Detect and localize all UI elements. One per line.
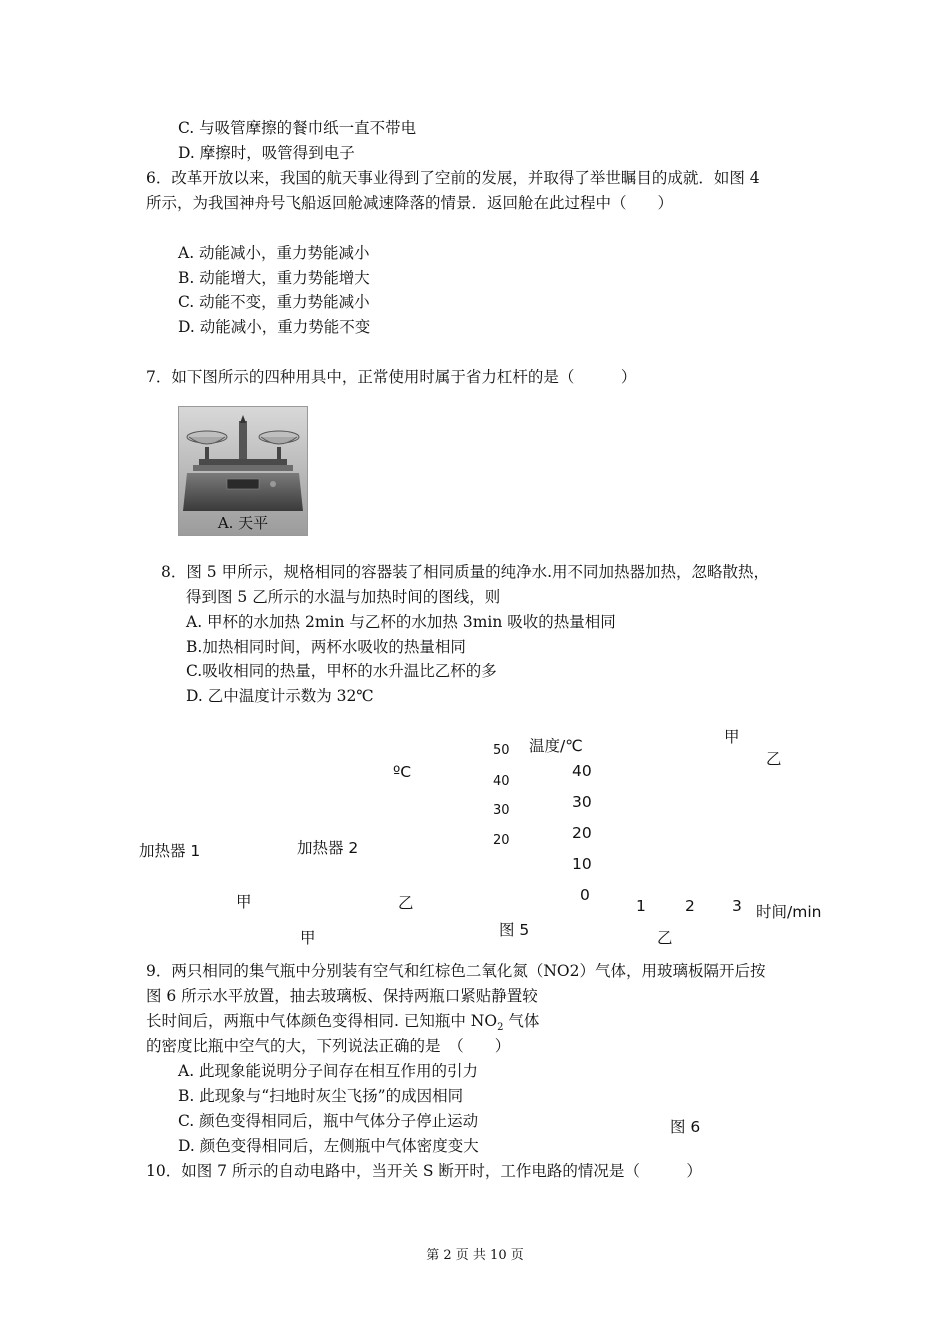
figure6-label: 图 6 [670,1118,701,1136]
q9-stem-line1: 9．两只相同的集气瓶中分别装有空气和红棕色二氧化氮（NO2）气体，用玻璃板隔开后按 [146,962,766,980]
q6-stem-line2: 所示，为我国神舟号飞船返回舱减速降落的情景．返回舱在此过程中（ ） [146,194,674,212]
heater-2-label: 加热器 2 [297,839,359,857]
q8-option-c: C.吸收相同的热量，甲杯的水升温比乙杯的多 [186,662,497,680]
graph-x-tick-1: 1 [636,897,646,915]
balance-scale-caption: A. 天平 [217,514,269,532]
thermometer-tick-20: 20 [493,833,510,848]
q9-line3-prefix: 长时间后，两瓶中气体颜色变得相同. 已知瓶中 NO [146,1012,498,1030]
q5-option-c: C. 与吸管摩擦的餐巾纸一直不带电 [178,119,417,137]
q9-option-b: B. 此现象与“扫地时灰尘飞扬”的成因相同 [178,1087,464,1105]
graph-x-tick-3: 3 [732,897,742,915]
q8-option-b: B.加热相同时间，两杯水吸收的热量相同 [186,638,466,656]
q9-stem-line3 [146,1011,539,1038]
q8-stem-line1: 8．图 5 甲所示，规格相同的容器装了相同质量的纯净水.用不同加热器加热，忽略散热， [161,563,770,581]
graph-y-tick-20: 20 [572,824,592,842]
graph-y-tick-30: 30 [572,793,592,811]
figure5-yi-caption: 乙 [657,929,673,947]
q5-option-d: D. 摩擦时，吸管得到电子 [178,144,355,162]
graph-y-tick-10: 10 [572,855,592,873]
graph-x-axis-label: 时间/min [756,903,822,921]
q6-option-a: A. 动能减小，重力势能减小 [178,244,370,262]
thermometer-tick-40: 40 [493,774,510,789]
container-yi-label: 乙 [398,894,414,912]
graph-y-tick-0: 0 [580,886,590,904]
figure5-jia-caption: 甲 [300,929,316,947]
q9-line3-suffix: 气体 [503,1012,540,1030]
thermometer-unit: ºC [393,763,412,781]
figure5-label: 图 5 [499,921,530,939]
q8-option-d: D. 乙中温度计示数为 32℃ [186,687,374,705]
graph-series-yi-label: 乙 [766,750,782,768]
q10-stem: 10．如图 7 所示的自动电路中，当开关 S 断开时，工作电路的情况是（ ） [146,1162,702,1180]
q9-no2-subscript: 2 [497,1022,504,1034]
q6-stem-line1: 6．改革开放以来，我国的航天事业得到了空前的发展，并取得了举世瞩目的成就．如图 4 [146,169,760,187]
graph-y-tick-40: 40 [572,762,592,780]
balance-scale-image [178,406,308,536]
q9-option-c: C. 颜色变得相同后，瓶中气体分子停止运动 [178,1112,479,1130]
q7-stem: 7．如下图所示的四种用具中，正常使用时属于省力杠杆的是（ ） [146,368,637,386]
q9-stem-line2: 图 6 所示水平放置，抽去玻璃板、保持两瓶口紧贴静置较 [146,987,538,1005]
graph-series-jia-label: 甲 [724,728,740,746]
q9-stem-line4: 的密度比瓶中空气的大，下列说法正确的是 （ ） [146,1037,511,1055]
thermometer-tick-30: 30 [493,803,510,818]
graph-y-axis-label: 温度/℃ [529,737,583,755]
q8-stem-line2: 得到图 5 乙所示的水温与加热时间的图线，则 [186,588,501,606]
container-jia-label: 甲 [236,893,252,911]
q6-option-c: C. 动能不变，重力势能减小 [178,293,370,311]
q8-option-a: A. 甲杯的水加热 2min 与乙杯的水加热 3min 吸收的热量相同 [186,613,616,631]
graph-x-tick-2: 2 [685,897,695,915]
q6-option-d: D. 动能减小，重力势能不变 [178,318,371,336]
page-footer: 第 2 页 共 10 页 [426,1248,524,1263]
heater-1-label: 加热器 1 [139,842,201,860]
thermometer-tick-50: 50 [493,743,510,758]
q9-option-a: A. 此现象能说明分子间存在相互作用的引力 [178,1062,479,1080]
q6-option-b: B. 动能增大，重力势能增大 [178,269,370,287]
q9-option-d: D. 颜色变得相同后，左侧瓶中气体密度变大 [178,1137,479,1155]
